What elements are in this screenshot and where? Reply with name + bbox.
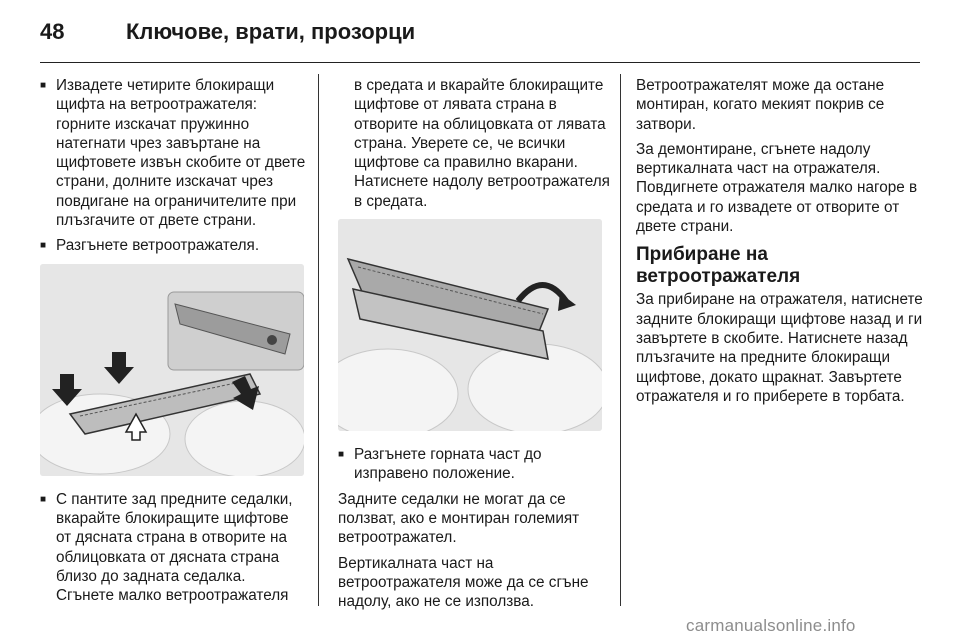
column-3 — [636, 76, 928, 412]
bullet-remove-pins: ■ Извадете четирите блокиращи щифта на ветроотражателя: горните изскачат пружинно натегнати чрез завъртане на щифтовете извън скобите от двете страни, долните изскачат чрез повдигане на ограничителите при плъзгачите от двете страни. — [40, 76, 306, 230]
paragraph-roof-closed: Ветроотражателят може да остане монтиран, когато мекият покрив се затвори. — [636, 77, 885, 133]
paragraph-insert-left: в средата и вкарайте блокиращите щифтове от лявата страна в отворите на облицовката от лявата страна. Уверете се, че всички щифтове са правилно вкарани. Натиснете надолу ветроотражателя в средата. — [354, 77, 610, 210]
column-divider-1 — [318, 74, 319, 606]
page-number: 48 — [40, 19, 65, 44]
column-divider-2 — [620, 74, 621, 606]
paragraph-rear-seats: Задните седалки не могат да се ползват, ако е монтиран големият ветроотражател. — [338, 490, 580, 547]
bullet-insert-pins: ■ С пантите зад предните седалки, вкарайте блокиращите щифтове от дясната страна в отворите на облицовката от дясната страна близо до задната седалка. Сгънете малко ветроотражателя — [40, 490, 306, 606]
figure-install-windscreen — [40, 264, 304, 476]
column-2 — [338, 76, 610, 617]
bullet-unfold: ■ Разгънете ветроотражателя. — [40, 236, 306, 255]
figure-raise-windscreen — [338, 219, 602, 431]
paragraph-vertical-part: Вертикалната част на ветроотражателя може да се сгъне надолу, ако не се използва. — [338, 554, 589, 611]
watermark: carmanualsonline.info — [686, 616, 856, 635]
column-1 — [40, 76, 306, 611]
bullet-raise-upper: ■ Разгънете горната част до изправено положение. — [338, 445, 610, 484]
header-rule — [40, 62, 920, 63]
windscreen-raise-illustration — [338, 219, 602, 431]
page-header — [40, 12, 415, 52]
section-heading-storage: Прибиране на ветроотражателя — [636, 244, 801, 288]
paragraph-storage: За прибиране на отражателя, натиснете задните блокиращи щифтове назад и ги завъртете в скобите. Натиснете назад плъзгачите на предните блокиращи щифтове, докато щракнат. Завъртете отражателя и го приберете в торбата. — [636, 291, 923, 405]
paragraph-removal: За демонтиране, сгънете надолу вертикалната част на отражателя. Повдигнете отражателя малко нагоре в средата и го извадете от отворите от двете страни. — [636, 140, 918, 236]
page-title: Ключове, врати, прозорци — [126, 19, 416, 44]
windscreen-install-illustration — [40, 264, 304, 476]
